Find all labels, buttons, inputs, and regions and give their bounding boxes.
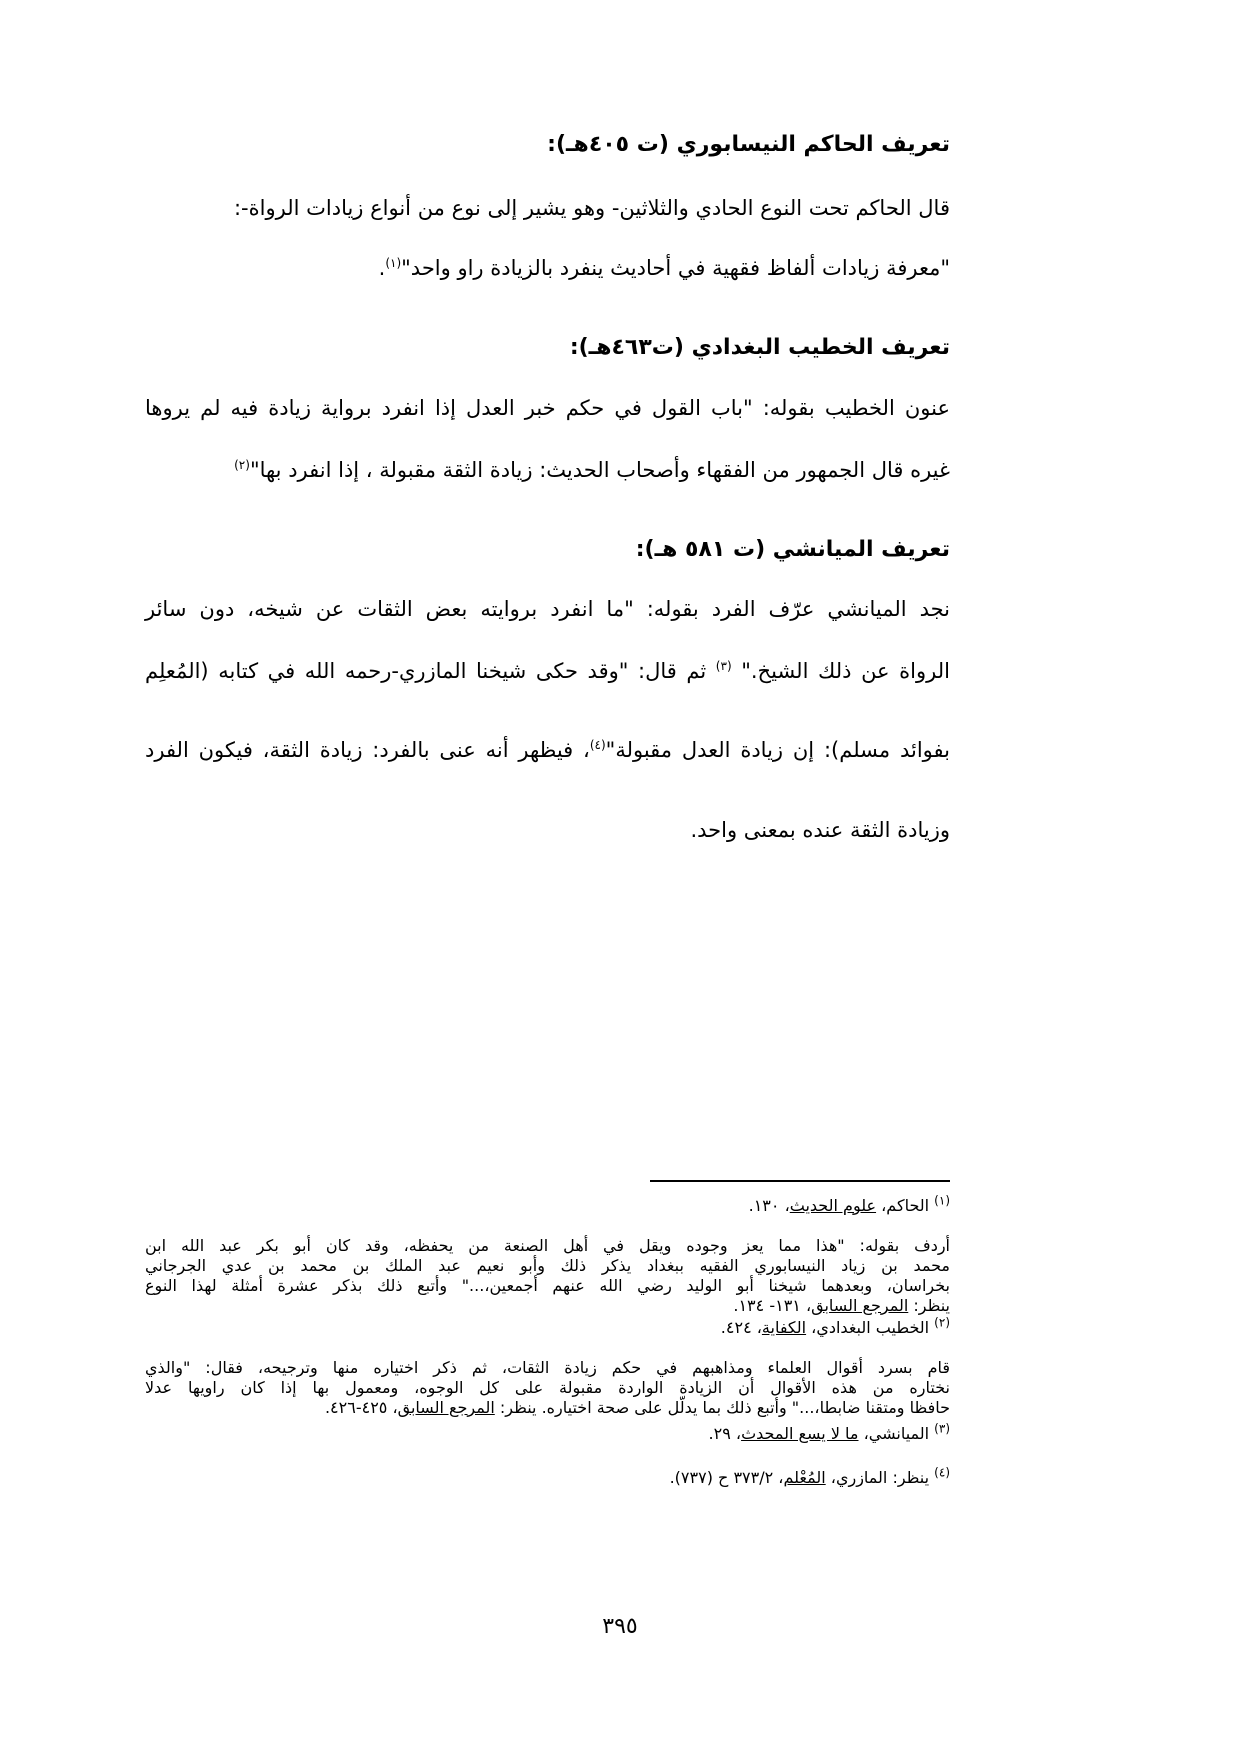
punctuation: . <box>378 256 386 280</box>
footnote-note-line <box>145 1296 950 1316</box>
footnote-text: ، ١٣١- ١٣٤. <box>733 1296 812 1315</box>
quote-text: "معرفة زيادات ألفاظ فقهية في أحاديث ينفرد بالزيادة راو واحد" <box>401 256 950 280</box>
footnote-text: ينظر: <box>908 1296 950 1315</box>
paragraph-line: قال الحاكم تحت النوع الحادي والثلاثين- وهو يشير إلى نوع من أنواع زيادات الرواة-: <box>233 196 950 220</box>
footnote-text: ، ٤٢٥-٤٢٦. <box>324 1398 398 1417</box>
paragraph-line: عنون الخطيب بقوله: "باب القول في حكم خبر العدل إذا انفرد برواية زيادة فيه لم يروها <box>145 396 950 420</box>
text-segment: ثم قال: "وقد حكى شيخنا المازري-رحمه الله في كتابه (المُعلِم <box>145 659 716 683</box>
footnote-text: ، ١٣٠. <box>748 1196 790 1215</box>
paragraph-line <box>145 656 950 686</box>
page-number: ٣٩٥ <box>602 1614 638 1639</box>
footnote-source-title: علوم الحديث <box>789 1196 877 1215</box>
paragraph-line: نجد الميانشي عرّف الفرد بقوله: "ما انفرد بروايته بعض الثقات عن شيخه، دون سائر <box>145 597 950 621</box>
footnote-number: (٢) <box>934 1315 950 1330</box>
footnote-text: ، ٢٩. <box>708 1424 742 1443</box>
footnote-text: ، ٤٢٤. <box>720 1318 762 1337</box>
footnote-source-title: ما لا يسع المحدث <box>741 1424 859 1443</box>
text-segment: ، فيظهر أنه عنى بالفرد: زيادة الثقة، فيكون الفرد <box>145 738 590 762</box>
footnote-text: حافظا ومتقنا ضابطا،..." وأتبع ذلك بما يدلّل على صحة اختياره. ينظر: <box>494 1398 950 1417</box>
section-heading-hakim: تعريف الحاكم النيسابوري (ت ٤٠٥هـ): <box>547 132 950 157</box>
footnote-source-title: المرجع السابق <box>397 1398 495 1417</box>
footnote-number: (١) <box>934 1193 950 1208</box>
footnote-3 <box>145 1421 950 1444</box>
footnote-ref-2[interactable]: (٢) <box>234 458 250 472</box>
footnote-source-title: الكفاية <box>761 1318 807 1337</box>
footnote-number: (٣) <box>934 1421 950 1436</box>
footnote-source-title: المُعْلم <box>783 1468 826 1487</box>
text-segment: بفوائد مسلم): إن زيادة العدل مقبولة" <box>605 738 950 762</box>
footnote-note-line: محمد بن زياد النيسابوري الفقيه ببغداد يذكر ذلك وأبو نعيم عبد الملك بن محمد بن عدي الجرجاني <box>145 1256 950 1275</box>
paragraph-line <box>145 253 950 283</box>
footnote-number: (٤) <box>934 1465 950 1480</box>
footnote-note-line: أردف بقوله: "هذا مما يعز وجوده ويقل في أهل الصنعة من يحفظه، وقد كان أبو بكر عبد الله ابن <box>145 1236 950 1255</box>
footnote-text: ينظر: المازري، <box>825 1468 935 1487</box>
text-segment: الرواة عن ذلك الشيخ." <box>731 659 950 683</box>
footnote-4 <box>145 1465 950 1488</box>
footnote-text: الخطيب البغدادي، <box>806 1318 935 1337</box>
footnote-note-line: بخراسان، وبعدهما شيخنا أبو الوليد رضي الله عنهم أجمعين،..." وأتبع ذلك بذكر عشرة أمثلة لهذا النوع <box>145 1276 950 1295</box>
footnote-ref-1[interactable]: (١) <box>385 256 402 270</box>
footnote-ref-4[interactable]: (٤) <box>589 738 606 752</box>
footnote-note-line: قام بسرد أقوال العلماء ومذاهبهم في حكم زيادة الثقات، ثم ذكر اختياره منها وترجيحه، فقال: "والذي <box>145 1358 950 1377</box>
footnote-note-line <box>145 1398 950 1418</box>
footnote-source-title: المرجع السابق <box>811 1296 909 1315</box>
footnote-ref-3[interactable]: (٣) <box>715 659 732 673</box>
footnote-1 <box>145 1193 950 1216</box>
footnote-note-line: نختاره من هذه الأقوال أن الزيادة الواردة مقبولة على كل الوجوه، ومعمول بها إذا كان راويها عدلا <box>145 1378 950 1397</box>
paragraph-line <box>145 735 950 765</box>
footnote-text: الحاكم، <box>876 1196 935 1215</box>
paragraph-line <box>145 455 950 485</box>
section-heading-mayanshi: تعريف الميانشي (ت ٥٨١ هـ): <box>635 537 950 562</box>
footnote-2 <box>145 1315 950 1338</box>
footnote-separator <box>650 1180 950 1182</box>
footnote-text: ، ٣٧٣/٢ ح (٧٣٧). <box>669 1468 784 1487</box>
section-heading-khatib: تعريف الخطيب البغدادي (ت٤٦٣هـ): <box>569 335 950 360</box>
paragraph-line: وزيادة الثقة عنده بمعنى واحد. <box>690 818 950 842</box>
footnote-text: الميانشي، <box>858 1424 935 1443</box>
quote-text: غيره قال الجمهور من الفقهاء وأصحاب الحديث: زيادة الثقة مقبولة ، إذا انفرد بها" <box>249 458 950 482</box>
